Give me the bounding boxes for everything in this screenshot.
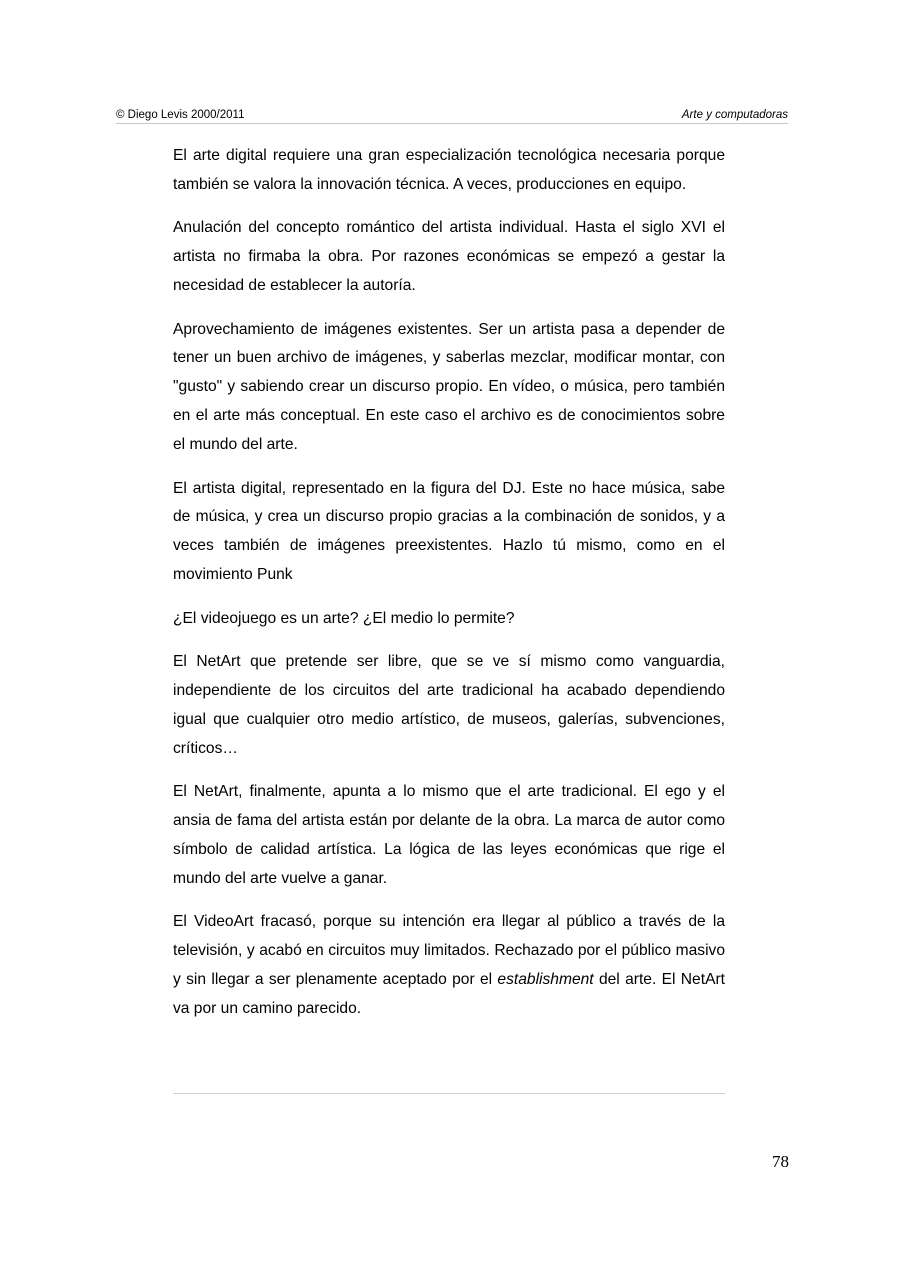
emphasis-text: establishment	[497, 971, 594, 989]
paragraph-text: El VideoArt fracasó, porque su intención era llegar al público a través de la televisión, y acabó en circuitos muy limitados. Rechazado por el público masivo y sin llegar a ser plenamente aceptado por el	[173, 913, 725, 989]
header-title: Arte y computadoras	[681, 109, 788, 121]
paragraph: ¿El videojuego es un arte? ¿El medio lo permite?	[173, 609, 515, 627]
header-copyright: © Diego Levis 2000/2011	[116, 109, 245, 121]
footer-divider	[173, 1093, 725, 1094]
paragraph-text: del arte. El NetArt va por un camino parecido.	[173, 971, 725, 1018]
paragraph: Aprovechamiento de imágenes existentes. Ser un artista pasa a depender de tener un buen archivo de imágenes, y saberlas mezclar, modificar montar, con "gusto" y sabiendo crear un discurso propio. En vídeo, o música, pero también en el arte más conceptual. En este caso el archivo es de conocimientos sobre el mundo del arte.	[173, 320, 725, 454]
paragraph: El NetArt que pretende ser libre, que se ve sí mismo como vanguardia, independiente de los circuitos del arte tradicional ha acabado dependiendo igual que cualquier otro medio artístico, de museos, galerías, subvenciones, críticos…	[173, 653, 725, 757]
paragraph: El NetArt, finalmente, apunta a lo mismo que el arte tradicional. El ego y el ansia de fama del artista están por delante de la obra. La marca de autor como símbolo de calidad artística. La lógica de las leyes económicas que rige el mundo del arte vuelve a ganar.	[173, 783, 725, 887]
body-text	[173, 142, 725, 1038]
page-number: 78	[772, 1152, 789, 1171]
paragraph: El arte digital requiere una gran especialización tecnológica necesaria porque también se valora la innovación técnica. A veces, producciones en equipo.	[173, 147, 725, 193]
paragraph: El artista digital, representado en la figura del DJ. Este no hace música, sabe de música, y crea un discurso propio gracias a la combinación de sonidos, y a veces también de imágenes preexistentes. Hazlo tú mismo, como en el movimiento Punk	[173, 479, 725, 584]
page-header	[116, 107, 788, 124]
paragraph: Anulación del concepto romántico del artista individual. Hasta el siglo XVI el artista no firmaba la obra. Por razones económicas se empezó a gestar la necesidad de establecer la autoría.	[173, 219, 725, 295]
paragraph-last	[173, 908, 725, 1024]
